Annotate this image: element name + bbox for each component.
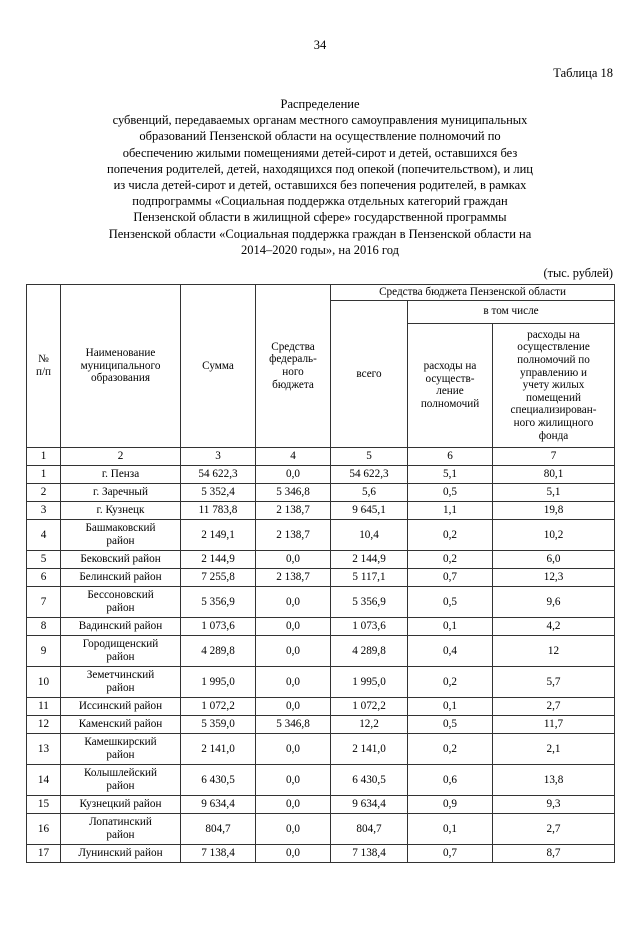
cell-no: 16 (27, 814, 61, 845)
header-col-powers-line1: расходы на (423, 360, 477, 373)
document-page (0, 38, 640, 943)
cell-name-line2: район (106, 651, 135, 664)
cell-total: 10,4 (331, 520, 408, 551)
header-col-name-line1: Наименование (85, 347, 156, 360)
document-title (0, 96, 640, 258)
title-line-5: из числа детей-сирот и детей, оставшихся без попечения родителей, в рамках (113, 178, 527, 193)
table-row (27, 814, 615, 845)
cell-no: 6 (27, 569, 61, 587)
cell-federal: 2 138,7 (256, 502, 331, 520)
column-number-cell: 6 (408, 448, 493, 466)
cell-management: 80,1 (493, 466, 615, 484)
header-col-name-line2: муниципального (80, 359, 161, 372)
cell-management: 2,7 (493, 698, 615, 716)
table-row (27, 551, 615, 569)
header-col-no-line1: № (38, 353, 49, 366)
header-col-management-line8: ного жилищного (513, 416, 594, 429)
cell-federal: 5 346,8 (256, 716, 331, 734)
title-heading: Распределение (280, 97, 360, 111)
cell-management: 12,3 (493, 569, 615, 587)
cell-name (61, 734, 181, 765)
table-row (27, 698, 615, 716)
cell-name-line1: Бессоновский (87, 589, 154, 602)
cell-powers: 0,2 (408, 551, 493, 569)
cell-federal: 0,0 (256, 765, 331, 796)
cell-powers: 0,5 (408, 484, 493, 502)
cell-name: Белинский район (61, 569, 181, 587)
table-row (27, 845, 615, 863)
cell-management: 5,1 (493, 484, 615, 502)
cell-total: 5 356,9 (331, 587, 408, 618)
cell-management: 19,8 (493, 502, 615, 520)
cell-powers: 0,2 (408, 734, 493, 765)
table-row (27, 569, 615, 587)
cell-federal: 0,0 (256, 796, 331, 814)
header-row-group (27, 285, 615, 301)
column-number-cell: 7 (493, 448, 615, 466)
header-col-management-line1: расходы на (527, 328, 580, 341)
cell-no: 4 (27, 520, 61, 551)
cell-sum: 1 072,2 (181, 698, 256, 716)
title-line-9: 2014–2020 годы», на 2016 год (241, 242, 399, 257)
cell-federal: 0,0 (256, 551, 331, 569)
cell-sum: 5 356,9 (181, 587, 256, 618)
cell-sum: 5 352,4 (181, 484, 256, 502)
cell-total: 54 622,3 (331, 466, 408, 484)
cell-no: 12 (27, 716, 61, 734)
cell-management: 9,3 (493, 796, 615, 814)
cell-total: 7 138,4 (331, 845, 408, 863)
cell-federal: 2 138,7 (256, 520, 331, 551)
header-col-federal-line4: бюджета (272, 378, 314, 391)
cell-federal: 0,0 (256, 636, 331, 667)
cell-sum: 1 995,0 (181, 667, 256, 698)
cell-management: 12 (493, 636, 615, 667)
cell-name (61, 814, 181, 845)
cell-federal: 0,0 (256, 698, 331, 716)
cell-name: Вадинский район (61, 618, 181, 636)
cell-management: 9,6 (493, 587, 615, 618)
cell-management: 13,8 (493, 765, 615, 796)
cell-name: Кузнецкий район (61, 796, 181, 814)
cell-powers: 0,7 (408, 845, 493, 863)
table-head (27, 285, 615, 448)
cell-powers: 0,7 (408, 569, 493, 587)
header-col-management-line4: управлению и (520, 366, 587, 379)
cell-name: Каменский район (61, 716, 181, 734)
cell-no: 3 (27, 502, 61, 520)
cell-powers: 1,1 (408, 502, 493, 520)
table-row (27, 796, 615, 814)
cell-management: 6,0 (493, 551, 615, 569)
cell-name-line2: район (106, 780, 135, 793)
cell-sum: 2 144,9 (181, 551, 256, 569)
header-col-management-line5: учету жилых (522, 379, 585, 392)
cell-name (61, 520, 181, 551)
cell-powers: 0,1 (408, 618, 493, 636)
cell-no: 2 (27, 484, 61, 502)
header-group-regional-budget: Средства бюджета Пензенской области (331, 285, 615, 301)
column-number-cell: 4 (256, 448, 331, 466)
header-col-sum: Сумма (181, 285, 256, 448)
header-col-federal-line3: ного (282, 366, 304, 379)
column-number-cell: 2 (61, 448, 181, 466)
header-col-powers (408, 323, 493, 447)
cell-sum: 9 634,4 (181, 796, 256, 814)
cell-management: 5,7 (493, 667, 615, 698)
cell-federal: 0,0 (256, 618, 331, 636)
cell-management: 2,7 (493, 814, 615, 845)
cell-total: 12,2 (331, 716, 408, 734)
cell-federal: 5 346,8 (256, 484, 331, 502)
table-row (27, 716, 615, 734)
cell-powers: 0,2 (408, 520, 493, 551)
title-line-2: образований Пензенской области на осуществление полномочий по (139, 129, 501, 144)
column-number-cell: 1 (27, 448, 61, 466)
cell-name-line2: район (106, 535, 135, 548)
header-col-name (61, 285, 181, 448)
cell-powers: 0,1 (408, 814, 493, 845)
header-col-management-line7: специализирован- (510, 404, 597, 417)
cell-powers: 0,4 (408, 636, 493, 667)
cell-name-line2: район (106, 749, 135, 762)
header-col-total: всего (331, 300, 408, 447)
cell-no: 7 (27, 587, 61, 618)
header-col-federal-line2: федераль- (269, 353, 317, 366)
header-col-management (493, 323, 615, 447)
cell-management: 4,2 (493, 618, 615, 636)
cell-no: 11 (27, 698, 61, 716)
cell-sum: 11 783,8 (181, 502, 256, 520)
column-number-cell: 5 (331, 448, 408, 466)
cell-name: г. Заречный (61, 484, 181, 502)
cell-total: 5 117,1 (331, 569, 408, 587)
table-row (27, 636, 615, 667)
cell-no: 9 (27, 636, 61, 667)
cell-sum: 2 149,1 (181, 520, 256, 551)
cell-name-line1: Земетчинский (86, 669, 155, 682)
table-row (27, 734, 615, 765)
cell-name-line2: район (106, 829, 135, 842)
cell-management: 10,2 (493, 520, 615, 551)
header-col-management-line2: осуществление (517, 341, 590, 354)
table-body (27, 448, 615, 863)
cell-sum: 54 622,3 (181, 466, 256, 484)
header-col-federal-line1: Средства (271, 340, 315, 353)
cell-sum: 5 359,0 (181, 716, 256, 734)
title-line-7: Пензенской области в жилищной сфере» государственной программы (133, 210, 507, 225)
cell-powers: 0,9 (408, 796, 493, 814)
cell-name: г. Кузнецк (61, 502, 181, 520)
cell-name: Лунинский район (61, 845, 181, 863)
title-line-3: обеспечению жилыми помещениями детей-сирот и детей, оставшихся без (122, 145, 518, 160)
cell-name-line2: район (106, 602, 135, 615)
cell-no: 17 (27, 845, 61, 863)
header-col-no (27, 285, 61, 448)
units-label: (тыс. рублей) (543, 266, 613, 281)
cell-name: Бековский район (61, 551, 181, 569)
cell-no: 15 (27, 796, 61, 814)
cell-federal: 0,0 (256, 587, 331, 618)
cell-federal: 0,0 (256, 667, 331, 698)
column-number-row (27, 448, 615, 466)
table-row (27, 502, 615, 520)
table-row (27, 466, 615, 484)
cell-federal: 2 138,7 (256, 569, 331, 587)
cell-federal: 0,0 (256, 734, 331, 765)
cell-sum: 7 255,8 (181, 569, 256, 587)
cell-total: 2 141,0 (331, 734, 408, 765)
column-number-cell: 3 (181, 448, 256, 466)
header-col-name-line3: образования (90, 372, 150, 385)
title-line-8: Пензенской области «Социальная поддержка граждан в Пензенской области на (108, 226, 532, 241)
cell-total: 9 645,1 (331, 502, 408, 520)
cell-total: 6 430,5 (331, 765, 408, 796)
cell-no: 1 (27, 466, 61, 484)
cell-powers: 0,2 (408, 667, 493, 698)
cell-no: 14 (27, 765, 61, 796)
cell-powers: 0,6 (408, 765, 493, 796)
cell-powers: 0,5 (408, 716, 493, 734)
title-line-6: подпрограммы «Социальная поддержка отдельных категорий граждан (132, 194, 508, 209)
cell-name-line1: Камешкирский (84, 736, 157, 749)
cell-powers: 0,5 (408, 587, 493, 618)
cell-total: 4 289,8 (331, 636, 408, 667)
cell-total: 2 144,9 (331, 551, 408, 569)
cell-name-line1: Башмаковский (85, 522, 156, 535)
cell-total: 1 072,2 (331, 698, 408, 716)
cell-name (61, 636, 181, 667)
cell-total: 5,6 (331, 484, 408, 502)
cell-name-line1: Колышлейский (84, 767, 157, 780)
header-col-management-line3: полномочий по (517, 354, 590, 366)
header-col-powers-line3: ление (436, 385, 464, 398)
cell-no: 5 (27, 551, 61, 569)
header-col-federal (256, 285, 331, 448)
cell-management: 8,7 (493, 845, 615, 863)
cell-management: 11,7 (493, 716, 615, 734)
table-row (27, 484, 615, 502)
cell-sum: 1 073,6 (181, 618, 256, 636)
table-row (27, 520, 615, 551)
table-label: Таблица 18 (553, 66, 613, 80)
cell-federal: 0,0 (256, 466, 331, 484)
cell-sum: 7 138,4 (181, 845, 256, 863)
cell-total: 1 995,0 (331, 667, 408, 698)
header-group-including: в том числе (408, 300, 615, 323)
cell-name: г. Пенза (61, 466, 181, 484)
cell-no: 8 (27, 618, 61, 636)
table-row (27, 667, 615, 698)
header-col-no-line2: п/п (35, 366, 52, 379)
cell-federal: 0,0 (256, 845, 331, 863)
cell-no: 13 (27, 734, 61, 765)
title-line-1: субвенций, передаваемых органам местного самоуправления муниципальных (112, 113, 528, 128)
table-row (27, 618, 615, 636)
cell-name-line1: Лопатинский (89, 816, 152, 829)
cell-sum: 6 430,5 (181, 765, 256, 796)
cell-total: 9 634,4 (331, 796, 408, 814)
distribution-table (26, 284, 615, 863)
cell-name: Иссинский район (61, 698, 181, 716)
cell-name (61, 587, 181, 618)
title-line-4: попечения родителей, детей, находящихся под опекой (попечительством), и лиц (107, 161, 533, 176)
header-col-management-line6: помещений (526, 391, 581, 404)
header-col-management-line9: фонда (538, 429, 569, 442)
cell-sum: 804,7 (181, 814, 256, 845)
table-row (27, 587, 615, 618)
page-number: 34 (313, 38, 327, 52)
cell-name-line2: район (106, 682, 135, 695)
cell-sum: 4 289,8 (181, 636, 256, 667)
cell-total: 804,7 (331, 814, 408, 845)
cell-total: 1 073,6 (331, 618, 408, 636)
cell-name (61, 765, 181, 796)
cell-name (61, 667, 181, 698)
table-row (27, 765, 615, 796)
cell-federal: 0,0 (256, 814, 331, 845)
cell-powers: 5,1 (408, 466, 493, 484)
header-col-powers-line4: полномочий (420, 398, 480, 411)
cell-no: 10 (27, 667, 61, 698)
header-col-powers-line2: осуществ- (425, 372, 475, 385)
cell-sum: 2 141,0 (181, 734, 256, 765)
cell-name-line1: Городищенский (82, 638, 159, 651)
cell-management: 2,1 (493, 734, 615, 765)
cell-powers: 0,1 (408, 698, 493, 716)
